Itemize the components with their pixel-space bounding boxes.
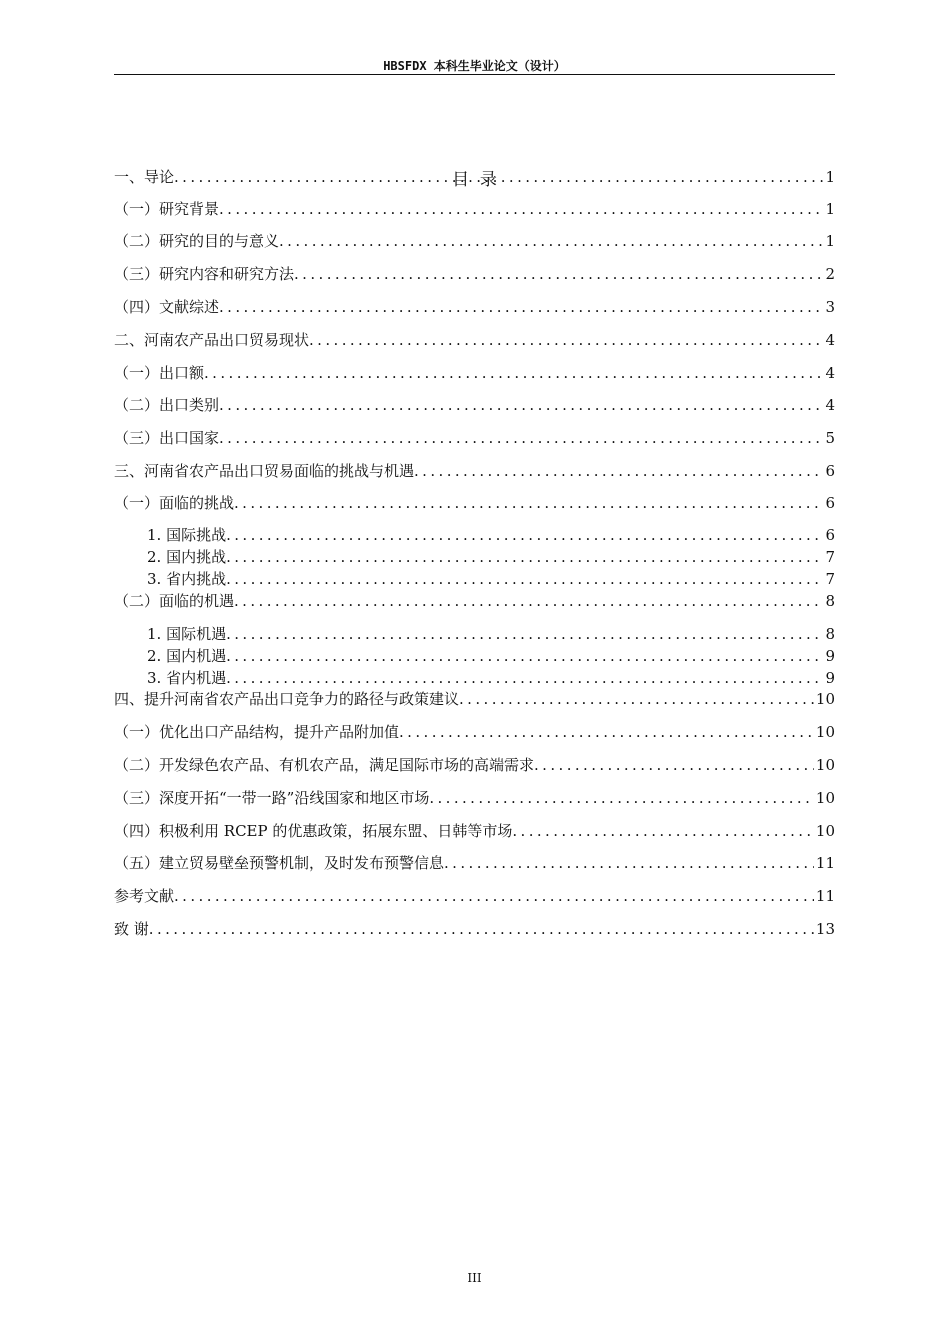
toc-entry[interactable] (114, 590, 835, 612)
toc-leader-dots (512, 820, 814, 842)
toc-entry[interactable] (114, 263, 835, 285)
toc-subentry[interactable] (114, 524, 835, 546)
toc-entry[interactable] (114, 688, 835, 710)
toc-leader-dots (279, 230, 823, 252)
toc-entry[interactable] (114, 852, 835, 874)
toc-entry-label: （一）优化出口产品结构，提升产品附加值 (114, 723, 400, 741)
toc-entry-label: 3. 省内挑战 (147, 570, 227, 588)
toc-entry[interactable] (114, 329, 835, 351)
toc-entry-label: （四）文献综述 (114, 298, 220, 316)
toc-leader-dots (294, 263, 823, 285)
toc-entry-page: 10 (815, 690, 835, 708)
toc-leader-dots (149, 918, 814, 940)
toc-leader-dots (226, 524, 823, 546)
toc-entry-label: （一）面临的挑战 (114, 494, 235, 512)
toc-entry-label: （四）积极利用 RCEP 的优惠政策，拓展东盟、日韩等市场 (114, 822, 513, 840)
toc-subentry[interactable] (114, 568, 835, 590)
toc-entry-page: 10 (815, 723, 835, 741)
toc-entry[interactable] (114, 427, 835, 449)
toc-entry[interactable] (114, 296, 835, 318)
toc-leader-dots (174, 885, 814, 907)
toc-leader-dots (226, 568, 823, 590)
toc-entry[interactable] (114, 885, 835, 907)
toc-entry[interactable] (114, 721, 835, 743)
toc-leader-dots (204, 362, 823, 384)
toc-entry-label: （三）深度开拓“一带一路”沿线国家和地区市场 (114, 789, 430, 807)
toc-entry-page: 9 (825, 669, 835, 687)
toc-entry-label: 二、河南农产品出口贸易现状 (114, 331, 310, 349)
toc-entry-page: 1 (825, 168, 835, 186)
toc-entry-page: 11 (815, 887, 835, 905)
toc-entry[interactable] (114, 362, 835, 384)
toc-entry-label: （二）开发绿色农产品、有机农产品，满足国际市场的高端需求 (114, 756, 535, 774)
toc-entry-label: 四、提升河南省农产品出口竞争力的路径与政策建议 (114, 690, 460, 708)
toc-entry[interactable] (114, 460, 835, 482)
toc-entry-label: 2. 国内挑战 (147, 548, 227, 566)
toc-entry-label: （二）面临的机遇 (114, 592, 235, 610)
toc-entry-label: 参考文献 (114, 887, 175, 905)
toc-entry-label: 3. 省内机遇 (147, 669, 227, 687)
toc-entry-page: 7 (825, 570, 835, 588)
toc-entry-label: （一）出口额 (114, 364, 205, 382)
toc-entry-page: 6 (825, 462, 835, 480)
toc-entry-page: 8 (825, 625, 835, 643)
page-header-title: HBSFDX 本科生毕业论文（设计） (383, 59, 566, 73)
toc-entry-label: 一、导论 (114, 168, 175, 186)
toc-entry-page: 11 (815, 854, 835, 872)
toc-entry-page: 4 (825, 364, 835, 382)
toc-entry[interactable] (114, 198, 835, 220)
toc-entry-page: 9 (825, 647, 835, 665)
table-of-contents (114, 0, 835, 1344)
toc-leader-dots (226, 546, 823, 568)
toc-title: 目 录 (452, 170, 497, 190)
toc-entry-label: 1. 国际挑战 (147, 526, 227, 544)
toc-leader-dots (219, 296, 823, 318)
toc-leader-dots (219, 198, 823, 220)
toc-leader-dots (174, 166, 823, 188)
toc-leader-dots (234, 590, 823, 612)
toc-entry-page: 2 (825, 265, 835, 283)
toc-entry-page: 5 (825, 429, 835, 447)
toc-entry[interactable] (114, 492, 835, 514)
toc-leader-dots (429, 787, 814, 809)
toc-leader-dots (226, 667, 823, 689)
toc-entry-page: 1 (825, 200, 835, 218)
toc-entry-label: 1. 国际机遇 (147, 625, 227, 643)
toc-entry-page: 10 (815, 789, 835, 807)
toc-entry[interactable] (114, 754, 835, 776)
toc-entry-label: 致 谢 (114, 920, 149, 938)
toc-entry-label: （二）研究的目的与意义 (114, 232, 280, 250)
toc-leader-dots (226, 623, 823, 645)
toc-entry-page: 6 (825, 494, 835, 512)
toc-leader-dots (219, 427, 823, 449)
toc-subentry[interactable] (114, 623, 835, 645)
toc-entry-page: 3 (825, 298, 835, 316)
toc-leader-dots (234, 492, 823, 514)
toc-entry[interactable] (114, 394, 835, 416)
toc-leader-dots (309, 329, 823, 351)
page-number: III (467, 1271, 482, 1285)
toc-entry[interactable] (114, 166, 835, 188)
toc-entry-label: （三）研究内容和研究方法 (114, 265, 295, 283)
toc-entry-label: （二）出口类别 (114, 396, 220, 414)
toc-entry-label: 三、河南省农产品出口贸易面临的挑战与机遇 (114, 462, 415, 480)
toc-entry[interactable] (114, 918, 835, 940)
toc-entry[interactable] (114, 820, 835, 842)
toc-entry-label: （一）研究背景 (114, 200, 220, 218)
toc-entry-page: 4 (825, 396, 835, 414)
toc-leader-dots (226, 645, 823, 667)
toc-leader-dots (414, 460, 823, 482)
toc-entry-label: （三）出口国家 (114, 429, 220, 447)
toc-subentry[interactable] (114, 546, 835, 568)
toc-leader-dots (444, 852, 814, 874)
toc-leader-dots (219, 394, 823, 416)
toc-entry[interactable] (114, 787, 835, 809)
toc-entry-page: 10 (815, 756, 835, 774)
toc-entry-page: 6 (825, 526, 835, 544)
toc-leader-dots (534, 754, 814, 776)
toc-leader-dots (399, 721, 814, 743)
toc-entry-page: 7 (825, 548, 835, 566)
toc-entry-page: 1 (825, 232, 835, 250)
toc-entry-page: 13 (815, 920, 835, 938)
toc-leader-dots (459, 688, 814, 710)
toc-entry-label: 2. 国内机遇 (147, 647, 227, 665)
toc-entry-page: 10 (815, 822, 835, 840)
toc-entry[interactable] (114, 230, 835, 252)
toc-entry-page: 4 (825, 331, 835, 349)
toc-entry-label: （五）建立贸易壁垒预警机制，及时发布预警信息 (114, 854, 445, 872)
toc-subentry[interactable] (114, 645, 835, 667)
toc-subentry[interactable] (114, 667, 835, 689)
toc-entry-page: 8 (825, 592, 835, 610)
